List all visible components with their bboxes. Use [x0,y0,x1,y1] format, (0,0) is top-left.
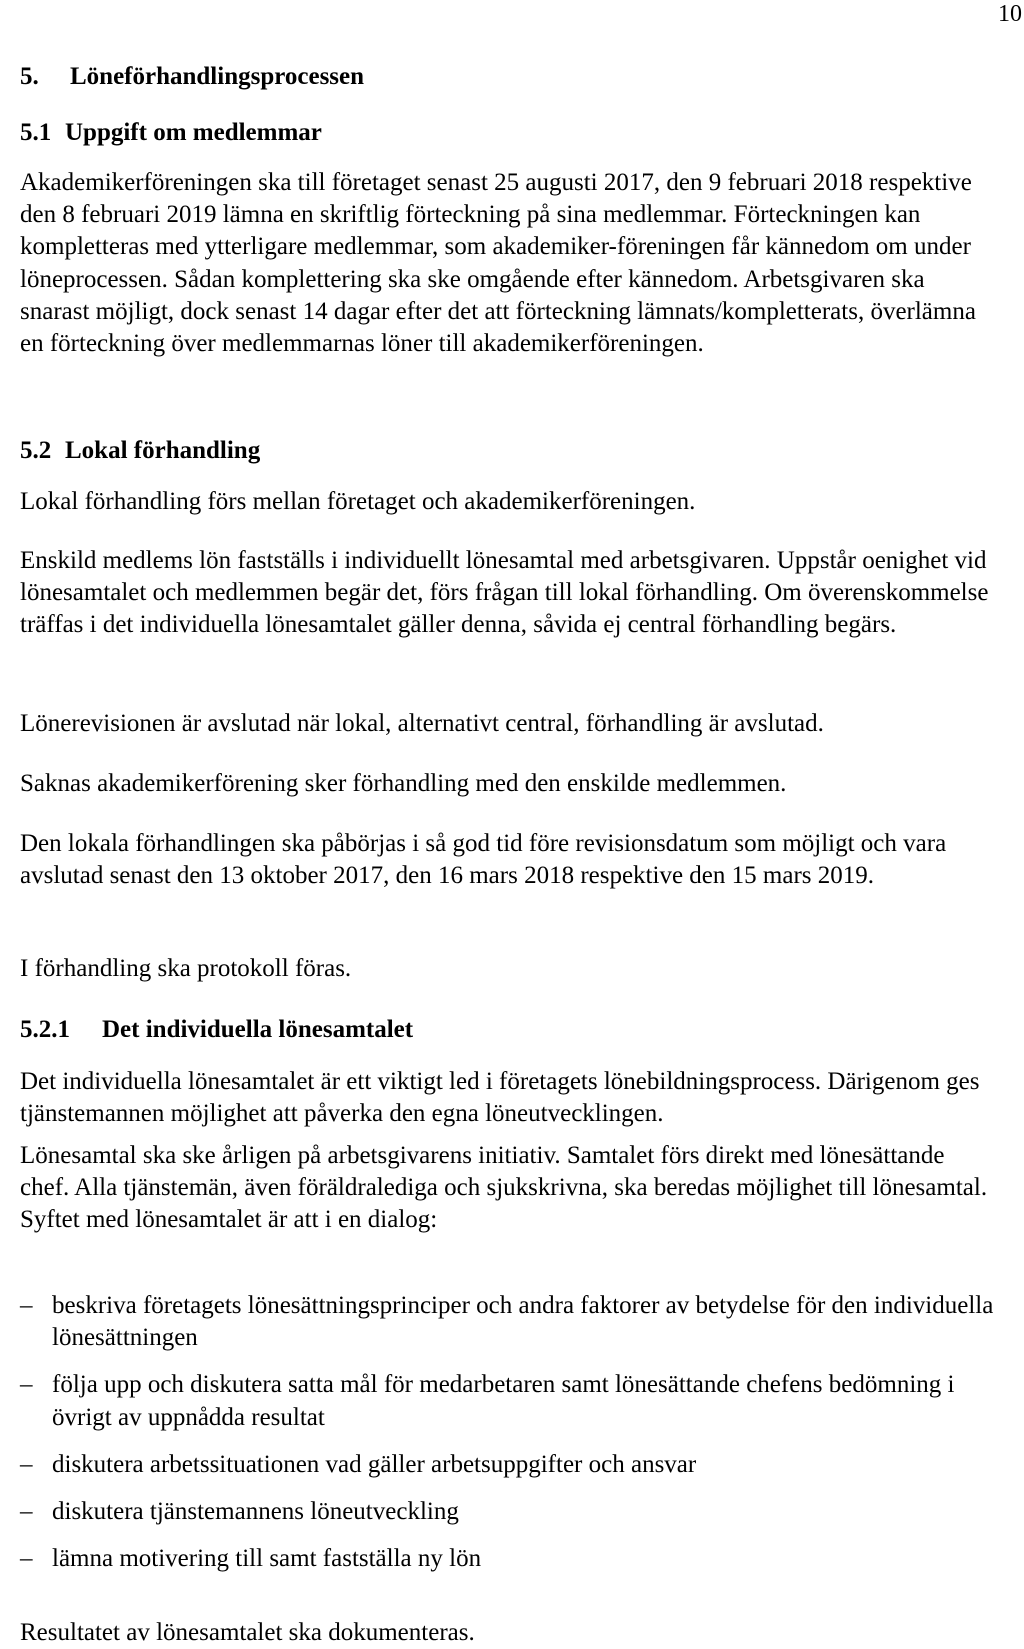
subsection-title: Uppgift om medlemmar [65,119,322,146]
section-number: 5. [20,63,39,90]
paragraph: Lönesamtal ska ske årligen på arbetsgivarens initiativ. Samtalet förs direkt med lönesättande chef. Alla tjänstemän, även föräldralediga och sjukskrivna, ska beredas möjlighet till lönesamtal. Syftet med lönesamtalet är att i en dialog: [20,1142,988,1234]
list-item [20,1496,1005,1528]
dash-bullet-icon: – [20,1450,33,1478]
subsection-number: 5.1 [20,119,52,146]
dash-bullet-icon: – [20,1498,33,1526]
list-item-text: följa upp och diskutera satta mål för medarbetaren samt lönesättande chefens bedömning i övrigt av uppnådda resultat [52,1371,955,1431]
paragraph: Lokal förhandling förs mellan företaget och akademikerföreningen. [20,488,696,515]
paragraph: Den lokala förhandlingen ska påbörjas i så god tid före revisionsdatum som möjligt och vara avslutad senast den 13 oktober 2017, den 16 mars 2018 respektive den 15 mars 2019. [20,830,947,890]
paragraph: Saknas akademikerförening sker förhandling med den enskilde medlemmen. [20,770,787,797]
list-item-text: diskutera tjänstemannens löneutveckling [52,1498,459,1526]
dialog-purpose-list [20,1290,1005,1590]
subsection-heading-5-2-1 [20,1015,413,1045]
subsection-number: 5.2.1 [20,1016,70,1043]
subsection-number: 5.2 [20,437,52,464]
paragraph: Det individuella lönesamtalet är ett viktigt led i företagets lönebildningsprocess. Därigenom ges tjänstemannen möjlighet att påverka den egna löneutvecklingen. [20,1068,980,1128]
list-item-text: lämna motivering till samt fastställa ny lön [52,1545,482,1573]
list-item [20,1290,1005,1354]
paragraph: Enskild medlems lön fastställs i individuellt lönesamtal med arbetsgivaren. Uppstår oenighet vid lönesamtalet och medlemmen begär det, förs frågan till lokal förhandling. Om överenskommelse träffas i det individuella lönesamtalet gäller denna, såvida ej central förhandling begärs. [20,547,989,639]
dash-bullet-icon: – [20,1545,33,1573]
paragraph: I förhandling ska protokoll föras. [20,955,352,982]
list-item-text: diskutera arbetssituationen vad gäller arbetsuppgifter och ansvar [52,1450,697,1478]
list-item [20,1369,1005,1433]
list-item-text: beskriva företagets lönesättningsprinciper och andra faktorer av betydelse för den individuella lönesättningen [52,1292,994,1352]
list-item [20,1543,1005,1575]
subsection-heading-5-2 [20,436,260,466]
paragraph: Lönerevisionen är avslutad när lokal, alternativt central, förhandling är avslutad. [20,710,824,737]
section-title: Löneförhandlingsprocessen [70,63,365,90]
dash-bullet-icon: – [20,1292,33,1319]
dash-bullet-icon: – [20,1371,33,1399]
page-number: 10 [998,1,1022,27]
closing-paragraph: Resultatet av lönesamtalet ska dokumenteras. [20,1619,475,1646]
subsection-title: Det individuella lönesamtalet [102,1016,414,1043]
subsection-title: Lokal förhandling [65,437,261,464]
paragraph-member-list: Akademikerföreningen ska till företaget senast 25 augusti 2017, den 9 februari 2018 respektive den 8 februari 2019 lämna en skriftlig förteckning på sina medlemmar. Förteckningen kan kompletteras med ytterligare medlemmar, som akademiker-föreningen får kännedom om under löneprocessen. Sådan komplettering ska ske omgående efter kännedom. Arbetsgivaren ska snarast möjligt, dock senast 14 dagar efter det att förteckning lämnats/kompletterats, överlämna en förteckning över medlemmarnas löner till akademikerföreningen. [20,169,976,358]
section-heading [20,62,364,92]
subsection-heading-5-1 [20,118,322,148]
list-item [20,1449,1005,1481]
